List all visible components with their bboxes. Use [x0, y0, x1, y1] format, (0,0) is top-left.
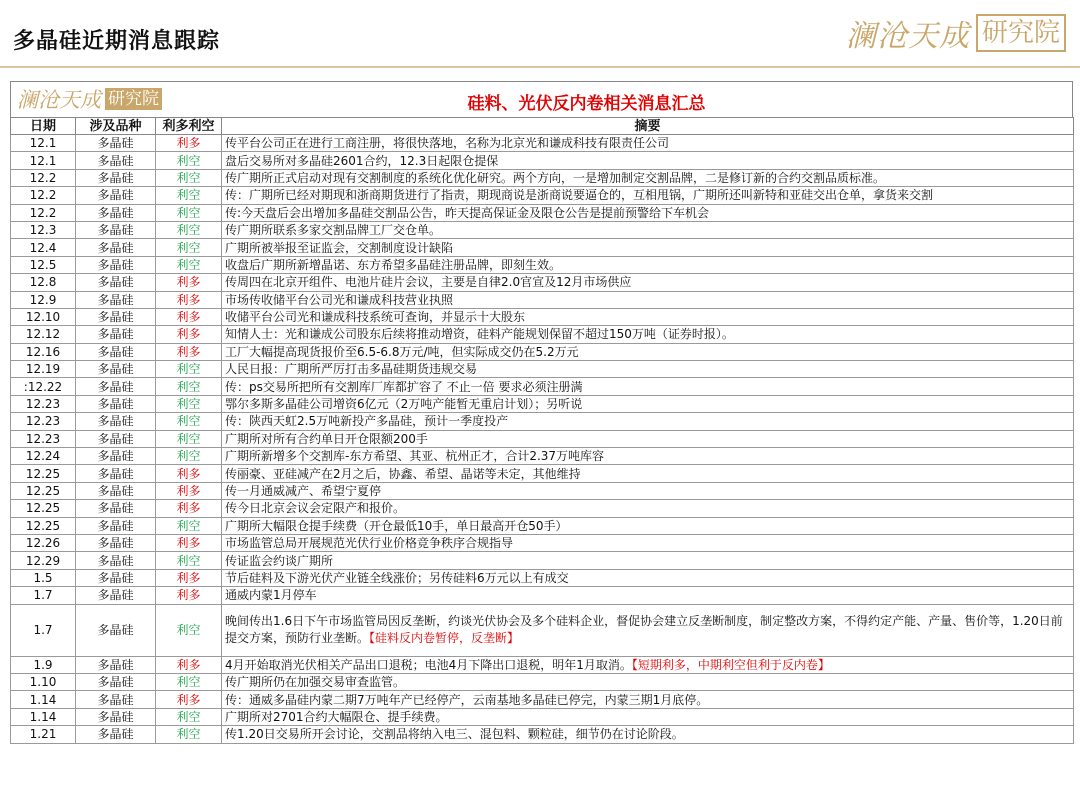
row-summary-text: 收储平台公司光和谦成科技系统可查询，并显示十大股东: [225, 310, 526, 325]
brand-logo: [846, 12, 1066, 54]
row-effect: 利空: [156, 726, 222, 743]
row-summary-text: 人民日报：广期所严厉打击多晶硅期货违规交易: [225, 362, 478, 377]
row-summary-text: 传广期所联系多家交割品牌工厂交仓单。: [225, 223, 442, 238]
row-product: 多晶硅: [76, 517, 156, 534]
row-summary: [222, 361, 1074, 378]
row-effect: 利多: [156, 691, 222, 708]
row-summary: [222, 221, 1074, 238]
row-product: 多晶硅: [76, 656, 156, 673]
row-product: 多晶硅: [76, 604, 156, 656]
row-summary: [222, 465, 1074, 482]
row-summary-text: 广期所对所有合约单日开仓限额200手: [225, 431, 428, 446]
row-summary: [222, 308, 1074, 325]
column-header-effect: 利多利空: [156, 118, 222, 135]
row-product: 多晶硅: [76, 708, 156, 725]
row-summary: [222, 135, 1074, 152]
column-header-product: 涉及品种: [76, 118, 156, 135]
brand-logo-script: 澜沧天成: [846, 19, 970, 54]
row-date: 1.9: [11, 656, 76, 673]
row-effect: 利空: [156, 204, 222, 221]
table-row: [11, 482, 1074, 499]
row-product: 多晶硅: [76, 378, 156, 395]
row-effect: 利多: [156, 534, 222, 551]
row-date: 12.23: [11, 413, 76, 430]
row-effect: 利多: [156, 308, 222, 325]
page-header: [0, 0, 1080, 64]
table-banner: [10, 81, 1073, 117]
row-product: 多晶硅: [76, 135, 156, 152]
table-row: [11, 465, 1074, 482]
row-date: :12.22: [11, 378, 76, 395]
row-product: 多晶硅: [76, 691, 156, 708]
row-date: 12.1: [11, 135, 76, 152]
banner-logo-box: 研究院: [105, 88, 162, 110]
row-product: 多晶硅: [76, 187, 156, 204]
row-date: 12.12: [11, 326, 76, 343]
row-summary-text: 鄂尔多斯多晶硅公司增资6亿元（2万吨产能暂无重启计划）；另听说: [225, 397, 583, 412]
table-row: [11, 239, 1074, 256]
row-summary-text: 节后硅料及下游光伏产业链全线涨价；另传硅料6万元以上有成交: [225, 570, 569, 585]
row-summary-text: 传：广期所已经对期现和浙商期货进行了指责，期现商说是浙商说要逼仓的，互相甩锅，广期所还叫新特和亚硅交出仓单，拿货来交割: [225, 188, 934, 203]
row-summary: [222, 169, 1074, 186]
row-effect: 利空: [156, 430, 222, 447]
row-date: 12.2: [11, 169, 76, 186]
row-summary: [222, 204, 1074, 221]
row-date: 1.14: [11, 691, 76, 708]
row-effect: 利多: [156, 326, 222, 343]
row-summary-text: 盘后交易所对多晶硅2601合约，12.3日起限仓提保: [225, 153, 499, 168]
row-summary-text: 传丽豪、亚硅减产在2月之后，协鑫、希望、晶诺等未定，其他维持: [225, 466, 581, 481]
row-summary: [222, 552, 1074, 569]
table-title: 硅料、光伏反内卷相关消息汇总: [467, 94, 706, 114]
row-effect: 利多: [156, 291, 222, 308]
row-summary-text: 晚间传出1.6日下午市场监管局因反垄断，约谈光伏协会及多个硅料企业，督促协会建立反垄断制度，制定整改方案，不得约定产能、产量、售价等，1.20日前提交方案，预防行业垄断。: [225, 614, 1063, 646]
row-summary-text: 传平台公司正在进行工商注册，将很快落地，名称为北京光和谦成科技有限责任公司: [225, 136, 670, 151]
table-row: [11, 656, 1074, 673]
row-product: 多晶硅: [76, 308, 156, 325]
row-summary: [222, 343, 1074, 360]
table-row: [11, 708, 1074, 725]
table-row: [11, 361, 1074, 378]
row-effect: 利空: [156, 221, 222, 238]
table-row: [11, 221, 1074, 238]
row-date: 12.10: [11, 308, 76, 325]
row-product: 多晶硅: [76, 673, 156, 690]
row-effect: 利空: [156, 361, 222, 378]
table-row: [11, 308, 1074, 325]
row-product: 多晶硅: [76, 569, 156, 586]
row-summary-text: 广期所新增多个交割库-东方希望、其亚、杭州正才，合计2.37万吨库容: [225, 449, 605, 464]
row-summary: [222, 673, 1074, 690]
table-row: [11, 395, 1074, 412]
row-product: 多晶硅: [76, 448, 156, 465]
table-row: [11, 152, 1074, 169]
row-effect: 利多: [156, 656, 222, 673]
row-product: 多晶硅: [76, 726, 156, 743]
table-row: [11, 691, 1074, 708]
row-product: 多晶硅: [76, 291, 156, 308]
row-effect: 利多: [156, 274, 222, 291]
page-title: 多晶硅近期消息跟踪: [13, 29, 221, 54]
table-row: [11, 413, 1074, 430]
table-row: [11, 448, 1074, 465]
table-body: [11, 135, 1074, 744]
table-row: [11, 517, 1074, 534]
row-product: 多晶硅: [76, 152, 156, 169]
row-date: 12.19: [11, 361, 76, 378]
row-effect: 利空: [156, 552, 222, 569]
row-date: 12.26: [11, 534, 76, 551]
row-summary-text: 4月开始取消光伏相关产品出口退税；电池4月下降出口退税，明年1月取消。: [225, 657, 632, 672]
row-date: 12.25: [11, 500, 76, 517]
row-effect: 利空: [156, 256, 222, 273]
row-product: 多晶硅: [76, 169, 156, 186]
row-effect: 利多: [156, 465, 222, 482]
table-row: [11, 169, 1074, 186]
table-header-row: [11, 118, 1074, 135]
row-summary: [222, 413, 1074, 430]
row-effect: 利多: [156, 500, 222, 517]
row-effect: 利空: [156, 395, 222, 412]
row-summary: [222, 448, 1074, 465]
row-summary-highlight: 【硅料反内卷暂停，反垄断】: [369, 631, 520, 646]
row-date: 12.23: [11, 395, 76, 412]
row-summary: [222, 691, 1074, 708]
row-summary-text: 广期所大幅限仓提手续费（开仓最低10手，单日最高开仓50手）: [225, 518, 568, 533]
row-date: 1.14: [11, 708, 76, 725]
row-summary-text: 传：ps交易所把所有交割库厂库都扩容了 不止一倍 要求必须注册满: [225, 379, 583, 394]
row-summary: [222, 239, 1074, 256]
row-date: 12.1: [11, 152, 76, 169]
row-date: 12.24: [11, 448, 76, 465]
row-date: 12.2: [11, 204, 76, 221]
row-product: 多晶硅: [76, 239, 156, 256]
row-date: 12.9: [11, 291, 76, 308]
column-header-date: 日期: [11, 118, 76, 135]
row-effect: 利空: [156, 152, 222, 169]
row-summary-text: 通威内蒙1月停车: [225, 588, 317, 603]
table-row: [11, 726, 1074, 743]
row-date: 12.2: [11, 187, 76, 204]
banner-logo-script: 澜沧天成: [17, 88, 101, 112]
table-row: [11, 430, 1074, 447]
row-summary-text: 知情人士：光和谦成公司股东后续将推动增资，硅料产能规划保留不超过150万吨（证券时报）。: [225, 327, 734, 342]
row-summary: [222, 274, 1074, 291]
table-row: [11, 552, 1074, 569]
row-product: 多晶硅: [76, 465, 156, 482]
row-summary-text: 传:今天盘后会出增加多晶硅交割品公告，昨天提高保证金及限仓公告是提前预警给下车机会: [225, 205, 710, 220]
row-product: 多晶硅: [76, 500, 156, 517]
row-date: 12.23: [11, 430, 76, 447]
row-date: 12.5: [11, 256, 76, 273]
row-summary: [222, 187, 1074, 204]
row-summary: [222, 656, 1074, 673]
row-date: 12.25: [11, 465, 76, 482]
table-row: [11, 204, 1074, 221]
row-summary-text: 传：通威多晶硅内蒙二期7万吨年产已经停产，云南基地多晶硅已停完，内蒙三期1月底停。: [225, 692, 709, 707]
row-date: 12.25: [11, 482, 76, 499]
table-row: [11, 378, 1074, 395]
row-summary-highlight: 【短期利多，中期利空但利于反内卷】: [631, 657, 830, 672]
row-date: 1.10: [11, 673, 76, 690]
row-effect: 利多: [156, 587, 222, 604]
row-summary-text: 传广期所仍在加强交易审查监管。: [225, 675, 406, 690]
row-effect: 利空: [156, 239, 222, 256]
row-summary-text: 工厂大幅提高现货报价至6.5-6.8万元/吨，但实际成交仍在5.2万元: [225, 344, 579, 359]
row-summary-text: 收盘后广期所新增晶诺、东方希望多晶硅注册品牌，即刻生效。: [225, 257, 562, 272]
row-effect: 利空: [156, 169, 222, 186]
row-summary: [222, 378, 1074, 395]
row-summary: [222, 534, 1074, 551]
row-effect: 利空: [156, 708, 222, 725]
table-row: [11, 343, 1074, 360]
column-header-summary: 摘要: [222, 118, 1074, 135]
row-summary-text: 传一月通威减产、希望宁夏停: [225, 484, 382, 498]
row-product: 多晶硅: [76, 361, 156, 378]
row-effect: 利多: [156, 135, 222, 152]
row-product: 多晶硅: [76, 413, 156, 430]
row-summary: [222, 726, 1074, 743]
row-effect: 利多: [156, 569, 222, 586]
table-row: [11, 673, 1074, 690]
news-table: [10, 117, 1074, 744]
row-date: 1.5: [11, 569, 76, 586]
header-divider: [0, 66, 1080, 68]
row-summary: [222, 500, 1074, 517]
row-date: 12.4: [11, 239, 76, 256]
row-effect: 利多: [156, 482, 222, 499]
row-summary-text: 市场传收储平台公司光和谦成科技营业执照: [225, 292, 454, 307]
table-row: [11, 534, 1074, 551]
row-summary-text: 传：陕西天虹2.5万吨新投产多晶硅，预计一季度投产: [225, 414, 509, 429]
row-product: 多晶硅: [76, 552, 156, 569]
row-summary: [222, 517, 1074, 534]
row-product: 多晶硅: [76, 204, 156, 221]
row-summary: [222, 604, 1074, 656]
row-date: 12.8: [11, 274, 76, 291]
row-summary-text: 传1.20日交易所开会讨论，交割品将纳入电三、混包料、颗粒硅，细节仍在讨论阶段。: [225, 727, 684, 742]
news-table-container: [10, 81, 1073, 744]
table-row: [11, 291, 1074, 308]
row-effect: 利空: [156, 604, 222, 656]
row-summary-text: 市场监管总局开展规范光伏行业价格竞争秩序合规指导: [225, 536, 514, 551]
row-product: 多晶硅: [76, 343, 156, 360]
row-date: 12.29: [11, 552, 76, 569]
row-product: 多晶硅: [76, 221, 156, 238]
row-summary: [222, 587, 1074, 604]
row-effect: 利多: [156, 343, 222, 360]
row-summary: [222, 326, 1074, 343]
row-summary: [222, 395, 1074, 412]
row-date: 12.3: [11, 221, 76, 238]
row-summary: [222, 430, 1074, 447]
row-summary-text: 传证监会约谈广期所: [225, 553, 334, 568]
row-date: 1.21: [11, 726, 76, 743]
row-product: 多晶硅: [76, 274, 156, 291]
row-summary: [222, 291, 1074, 308]
row-effect: 利空: [156, 413, 222, 430]
row-effect: 利空: [156, 448, 222, 465]
row-summary: [222, 569, 1074, 586]
row-product: 多晶硅: [76, 482, 156, 499]
row-summary: [222, 256, 1074, 273]
table-row: [11, 500, 1074, 517]
row-product: 多晶硅: [76, 534, 156, 551]
brand-logo-box: 研究院: [976, 14, 1066, 52]
row-product: 多晶硅: [76, 256, 156, 273]
row-product: 多晶硅: [76, 326, 156, 343]
row-summary-text: 广期所对2701合约大幅限仓、提手续费。: [225, 709, 448, 724]
row-date: 12.16: [11, 343, 76, 360]
row-date: 12.25: [11, 517, 76, 534]
row-product: 多晶硅: [76, 587, 156, 604]
row-date: 1.7: [11, 587, 76, 604]
row-summary-text: 传广期所正式启动对现有交割制度的系统化优化研究。两个方向，一是增加制定交割品牌，二是修订新的合约交割品质标准。: [225, 170, 886, 185]
row-summary: [222, 708, 1074, 725]
row-effect: 利空: [156, 673, 222, 690]
table-row: [11, 587, 1074, 604]
row-effect: 利空: [156, 187, 222, 204]
row-effect: 利空: [156, 517, 222, 534]
table-row: [11, 274, 1074, 291]
row-summary: [222, 482, 1074, 499]
row-date: 1.7: [11, 604, 76, 656]
table-row: [11, 187, 1074, 204]
row-summary: [222, 152, 1074, 169]
table-row: [11, 135, 1074, 152]
table-row: [11, 256, 1074, 273]
table-row: [11, 569, 1074, 586]
row-summary-text: 传今日北京会议会定限产和报价。: [225, 501, 406, 516]
row-product: 多晶硅: [76, 430, 156, 447]
row-summary-text: 传周四在北京开组件、电池片硅片会议，主要是自律2.0官宣及12月市场供应: [225, 275, 632, 290]
row-effect: 利空: [156, 378, 222, 395]
row-summary-text: 广期所被举报至证监会，交割制度设计缺陷: [225, 240, 454, 255]
row-product: 多晶硅: [76, 395, 156, 412]
table-row: [11, 326, 1074, 343]
table-row: [11, 604, 1074, 656]
